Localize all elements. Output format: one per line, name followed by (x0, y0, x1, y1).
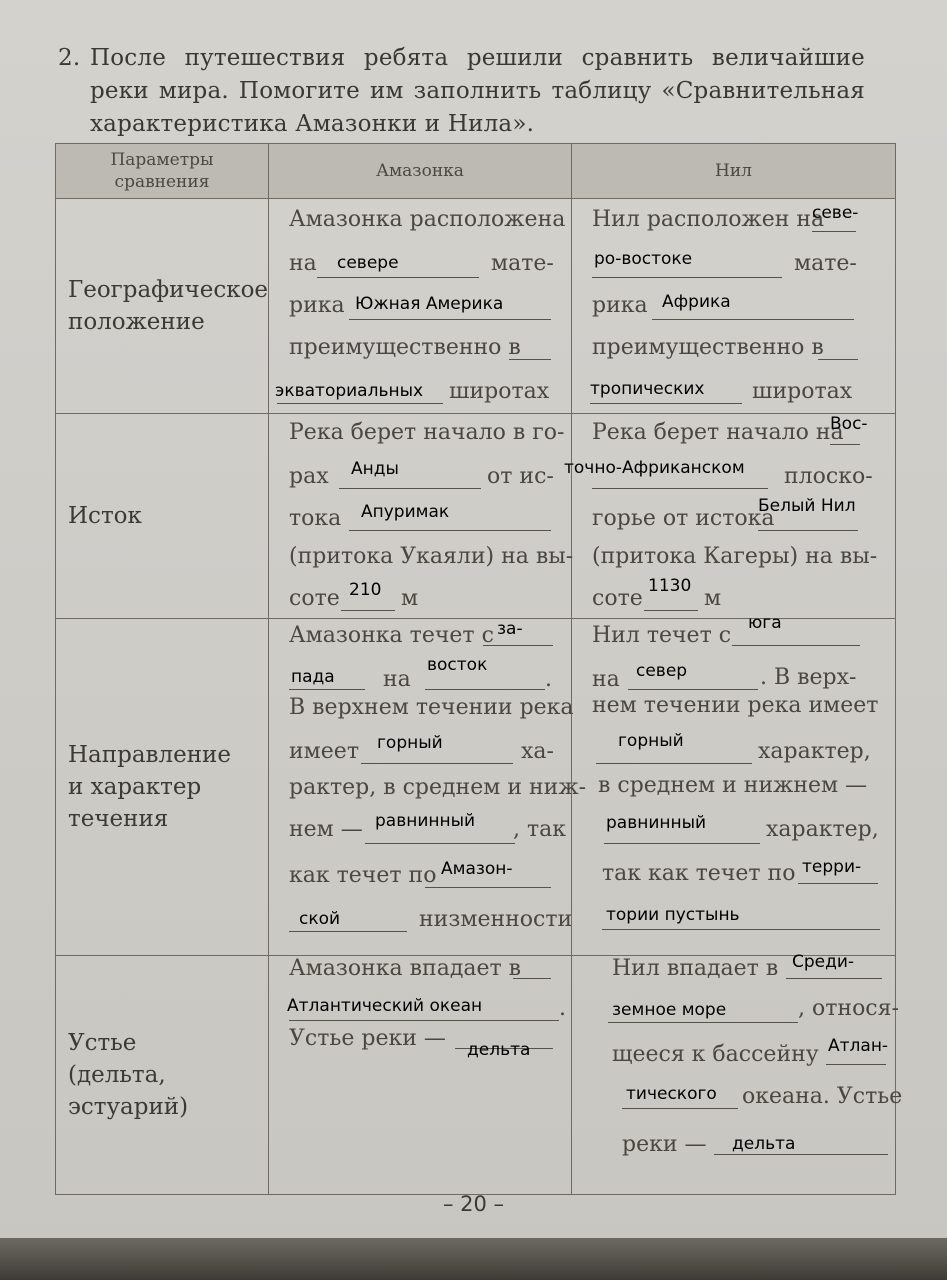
answer-blank[interactable] (786, 978, 882, 979)
answer-blank[interactable] (277, 403, 443, 404)
answer-blank[interactable] (818, 359, 858, 360)
handwritten-answer: Апуримак (361, 502, 450, 522)
answer-blank[interactable] (608, 1022, 798, 1023)
cell-amazon-geo: Амазонка расположена на севере мате- рика Южная Америка преимущественно в экваториальных широтах (269, 199, 572, 414)
answer-blank[interactable] (622, 1108, 738, 1109)
handwritten-answer: точно-Африканском (564, 458, 745, 478)
handwritten-answer: Среди- (792, 952, 855, 972)
cell-amazon-flow: Амазонка течет с за- пада на восток . В верхнем течении река имеет горный ха- рактер, в среднем и ниж- нем — равнинный , так как течет по Амазон- ской низменности (269, 619, 572, 956)
answer-blank[interactable] (592, 488, 768, 489)
header-amazon: Амазонка (269, 144, 572, 199)
handwritten-answer: севере (337, 253, 399, 273)
handwritten-answer: Белый Нил (758, 496, 856, 516)
answer-blank[interactable] (339, 488, 481, 489)
handwritten-answer: север (636, 661, 688, 681)
answer-blank[interactable] (317, 277, 479, 278)
table-row (56, 956, 896, 1195)
answer-blank[interactable] (628, 689, 758, 690)
answer-blank[interactable] (289, 1020, 559, 1021)
handwritten-answer: равнинный (606, 813, 707, 833)
answer-blank[interactable] (425, 689, 545, 690)
handwritten-answer: дельта (732, 1134, 796, 1154)
answer-blank[interactable] (592, 277, 782, 278)
answer-blank[interactable] (289, 689, 365, 690)
answer-blank[interactable] (830, 444, 860, 445)
param-mouth: Устье (дельта, эстуарий) (56, 956, 269, 1195)
answer-blank[interactable] (425, 887, 551, 888)
answer-blank[interactable] (732, 645, 860, 646)
table-header-row (56, 144, 896, 199)
table-row (56, 199, 896, 414)
answer-blank[interactable] (798, 883, 878, 884)
table-row (56, 414, 896, 619)
handwritten-answer: горный (618, 731, 684, 751)
header-params: Параметры сравнения (56, 144, 269, 199)
answer-blank[interactable] (826, 1064, 886, 1065)
handwritten-answer: ро-востоке (594, 249, 693, 269)
answer-blank[interactable] (644, 610, 698, 611)
handwritten-answer: Анды (351, 459, 399, 479)
comparison-table (55, 143, 903, 1195)
handwritten-answer: Амазон- (441, 859, 513, 879)
answer-blank[interactable] (812, 231, 856, 232)
param-source: Исток (56, 414, 269, 619)
cell-nile-source: Река берет начало на Вос- точно-Африканском плоско- горье от истока Белый Нил (притока Кагеры) на вы- соте 1130 м (572, 414, 896, 619)
handwritten-answer: горный (377, 733, 443, 753)
handwritten-answer: пада (291, 667, 335, 687)
answer-blank[interactable] (361, 763, 513, 764)
answer-blank[interactable] (652, 319, 854, 320)
handwritten-answer: терри- (802, 857, 862, 877)
handwritten-answer: Атлантический океан (287, 996, 483, 1016)
handwritten-answer: земное море (612, 1000, 727, 1020)
handwritten-answer: восток (427, 655, 488, 675)
answer-blank[interactable] (714, 1154, 888, 1155)
answer-blank[interactable] (602, 929, 880, 930)
answer-blank[interactable] (365, 843, 515, 844)
handwritten-answer: Южная Америка (355, 294, 504, 314)
cell-amazon-source: Река берет начало в го- рах Анды от ис- тока Апуримак (притока Укаяли) на вы- соте 210 м (269, 414, 572, 619)
handwritten-answer: Атлан- (828, 1036, 889, 1056)
param-flow: Направление и характер течения (56, 619, 269, 956)
handwritten-answer: юга (748, 613, 782, 633)
handwritten-answer: равнинный (375, 811, 476, 831)
photo-bottom-edge (0, 1238, 947, 1280)
table-row (56, 619, 896, 956)
handwritten-answer: дельта (467, 1040, 531, 1060)
answer-blank[interactable] (349, 319, 551, 320)
cell-nile-flow: Нил течет с юга на север . В верх- нем течении река имеет горный характер, в среднем и нижнем — равнинный характер, так как течет по терри- тории пустынь (572, 619, 896, 956)
cell-nile-geo: Нил расположен на севе- ро-востоке мате- рика Африка преимущественно в тропических широтах (572, 199, 896, 414)
handwritten-answer: тории пустынь (606, 905, 740, 925)
task-body: После путешествия ребята решили сравнить величайшие реки мира. Помогите им заполнить таблицу «Сравнительная характеристика Амазонки и Нила». (90, 45, 865, 137)
handwritten-answer: Африка (662, 292, 731, 312)
handwritten-answer: ской (299, 909, 341, 929)
answer-blank[interactable] (596, 763, 752, 764)
handwritten-answer: Вос- (830, 414, 868, 434)
answer-blank[interactable] (349, 530, 551, 531)
param-geo: Географическое положение (56, 199, 269, 414)
handwritten-answer: тропических (590, 379, 705, 399)
answer-blank[interactable] (758, 530, 858, 531)
cell-amazon-mouth: Амазонка впадает в Атлантический океан . Устье реки — дельта (269, 956, 572, 1195)
handwritten-answer: 210 (349, 580, 382, 600)
handwritten-answer: 1130 (648, 576, 692, 596)
answer-blank[interactable] (513, 978, 551, 979)
handwritten-answer: севе- (812, 203, 859, 223)
answer-blank[interactable] (289, 931, 407, 932)
answer-blank[interactable] (483, 645, 553, 646)
header-nile: Нил (572, 144, 896, 199)
answer-blank[interactable] (341, 610, 395, 611)
cell-nile-mouth: Нил впадает в Среди- земное море , относя- щееся к бассейну Атлан- тического океана. Устье реки — дельта (572, 956, 896, 1195)
page-number: – 20 – (442, 1192, 505, 1216)
answer-blank[interactable] (590, 403, 742, 404)
handwritten-answer: за- (497, 619, 523, 639)
answer-blank[interactable] (509, 359, 551, 360)
answer-blank[interactable] (604, 843, 760, 844)
task-number: 2. (58, 45, 81, 71)
handwritten-answer: экваториальных (275, 381, 424, 401)
handwritten-answer: тического (626, 1084, 717, 1104)
